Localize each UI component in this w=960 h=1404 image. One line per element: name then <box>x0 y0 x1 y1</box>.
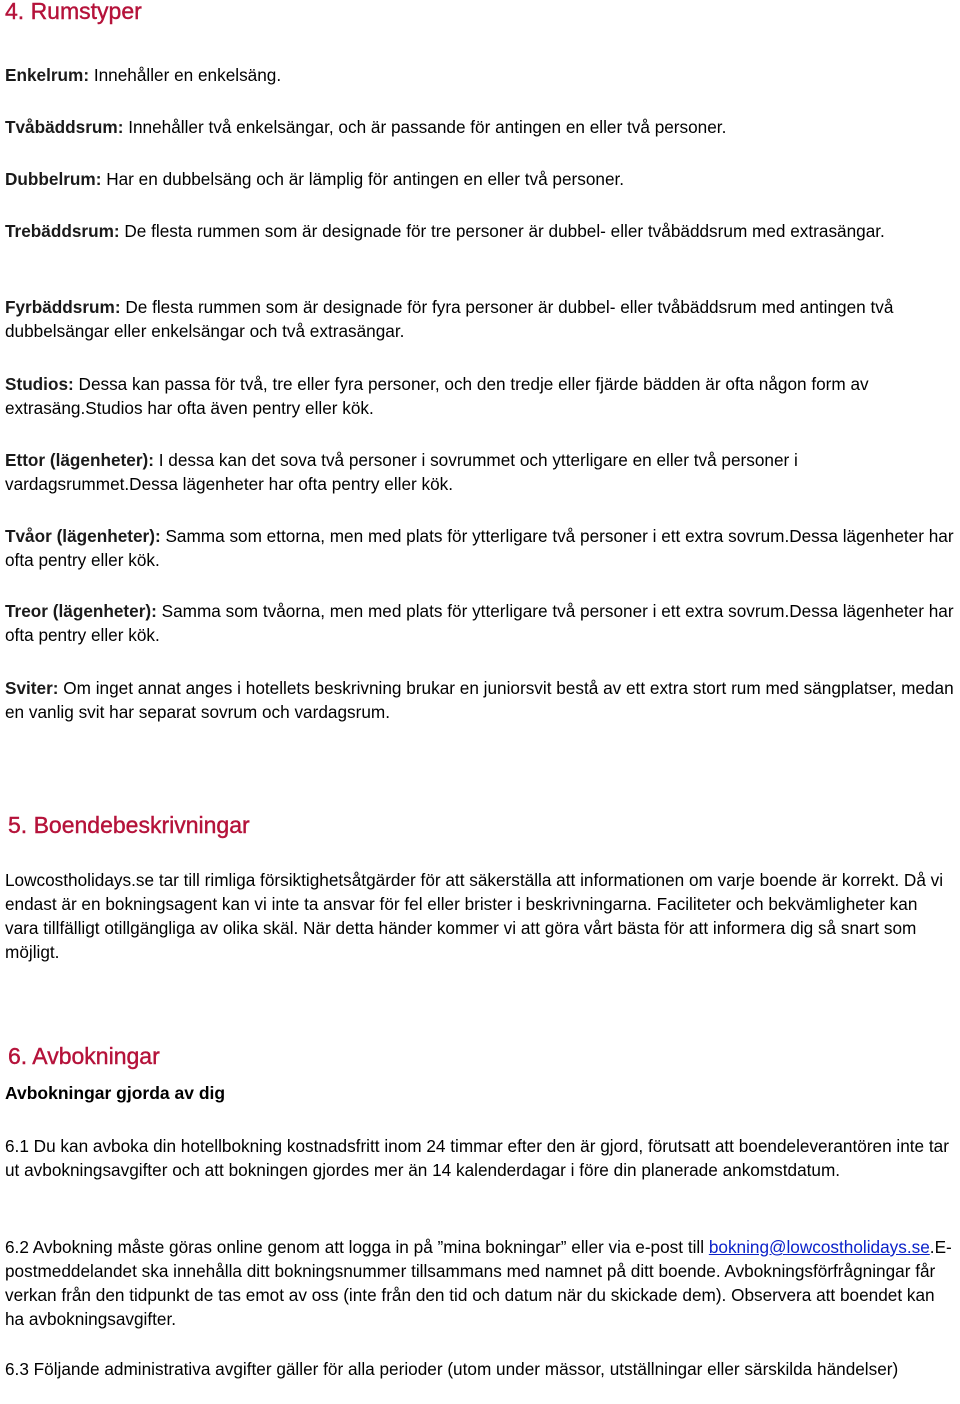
room-type-trebaddsrum <box>5 219 885 243</box>
room-type-description: Innehåller två enkelsängar, och är passande för antingen en eller två personer. <box>123 117 727 137</box>
room-type-term: Enkelrum: <box>5 65 90 85</box>
section-heading-rumstyper: 4. Rumstyper <box>5 0 142 24</box>
room-type-term: Sviter: <box>5 678 59 698</box>
avbokning-paragraph-6-3: 6.3 Följande administrativa avgifter gäller för alla perioder (utom under mässor, utställningar eller särskilda händelser) <box>5 1359 899 1379</box>
avbokning-paragraph-6-1: 6.1 Du kan avboka din hotellbokning kostnadsfritt inom 24 timmar efter den är gjord, förutsatt att boendeleverantören inte tar ut avbokningsavgifter och att bokningen gjordes mer än 14 kalenderdagar i före din planerade ankomstdatum. <box>5 1136 949 1180</box>
room-type-description: De flesta rummen som är designade för fyra personer är dubbel- eller tvåbäddsrum med antingen två dubbelsängar eller enkelsängar och två extrasängar. <box>5 297 894 341</box>
subheading-avbokningar-gjorda-av-dig: Avbokningar gjorda av dig <box>5 1083 226 1103</box>
room-type-term: Trebäddsrum: <box>5 221 120 241</box>
room-type-term: Fyrbäddsrum: <box>5 297 121 317</box>
room-type-term: Tvåbäddsrum: <box>5 117 124 137</box>
room-type-term: Studios: <box>5 374 74 394</box>
room-type-tvaor <box>5 524 955 572</box>
room-type-studios <box>5 372 955 420</box>
room-type-description: Samma som ettorna, men med plats för ytterligare två personer i ett extra sovrum.Dessa lägenheter har ofta pentry eller kök. <box>5 526 954 570</box>
room-type-fyrbaddsrum <box>5 295 955 343</box>
room-type-term: Tvåor (lägenheter): <box>5 526 161 546</box>
room-type-ettor <box>5 448 955 496</box>
room-type-sviter <box>5 676 955 724</box>
room-type-description: Innehåller en enkelsäng. <box>89 65 282 85</box>
section-heading-avbokningar: 6. Avbokningar <box>8 1043 160 1069</box>
room-type-enkelrum <box>5 63 281 87</box>
room-type-term: Ettor (lägenheter): <box>5 450 154 470</box>
avbokning-paragraph-6-2 <box>5 1235 955 1331</box>
room-type-description: Om inget annat anges i hotellets beskrivning brukar en juniorsvit bestå av ett extra stort rum med sängplatser, medan en vanlig svit har separat sovrum och vardagsrum. <box>5 678 954 722</box>
room-type-description: Samma som tvåorna, men med plats för ytterligare två personer i ett extra sovrum.Dessa lägenheter har ofta pentry eller kök. <box>5 601 954 645</box>
room-type-description: Dessa kan passa för två, tre eller fyra personer, och den tredje eller fjärde bädden är ofta någon form av extrasäng.Studios har ofta även pentry eller kök. <box>5 374 869 418</box>
room-type-description: De flesta rummen som är designade för tre personer är dubbel- eller tvåbäddsrum med extrasängar. <box>119 221 885 241</box>
room-type-term: Dubbelrum: <box>5 169 102 189</box>
room-type-description: I dessa kan det sova två personer i sovrummet och ytterligare en eller två personer i vardagsrummet.Dessa lägenheter har ofta pentry eller kök. <box>5 450 798 494</box>
boende-paragraph: Lowcostholidays.se tar till rimliga försiktighetsåtgärder för att säkerställa att informationen om varje boende är korrekt. Då vi endast är en bokningsagent kan vi inte ta ansvar för fel eller brister i beskrivningarna. Faciliteter och bekvämligheter kan vara tillfälligt otillgängliga av olika skäl. När detta händer kommer vi att göra vårt bästa för att informera dig så snart som möjligt. <box>5 870 944 962</box>
room-type-dubbelrum <box>5 167 624 191</box>
room-type-tvabaddsrum <box>5 115 726 139</box>
room-type-description: Har en dubbelsäng och är lämplig för antingen en eller två personer. <box>101 169 625 189</box>
room-type-treor <box>5 599 955 647</box>
avbokning-text-before-email: 6.2 Avbokning måste göras online genom att logga in på ”mina bokningar” eller via e-post till <box>5 1237 709 1257</box>
section-heading-boendebeskrivningar: 5. Boendebeskrivningar <box>8 812 250 838</box>
avbokning-text-after-email: .E-postmeddelandet ska innehålla ditt bokningsnummer tillsammans med namnet på ditt boende. Avbokningsförfrågningar får verkan från den tidpunkt de tas emot av oss (inte från den tid och datum när du skickade dem). Observera att boendet kan ha avbokningsavgifter. <box>5 1237 952 1329</box>
room-type-term: Treor (lägenheter): <box>5 601 157 621</box>
email-link[interactable]: bokning@lowcostholidays.se <box>708 1237 930 1257</box>
